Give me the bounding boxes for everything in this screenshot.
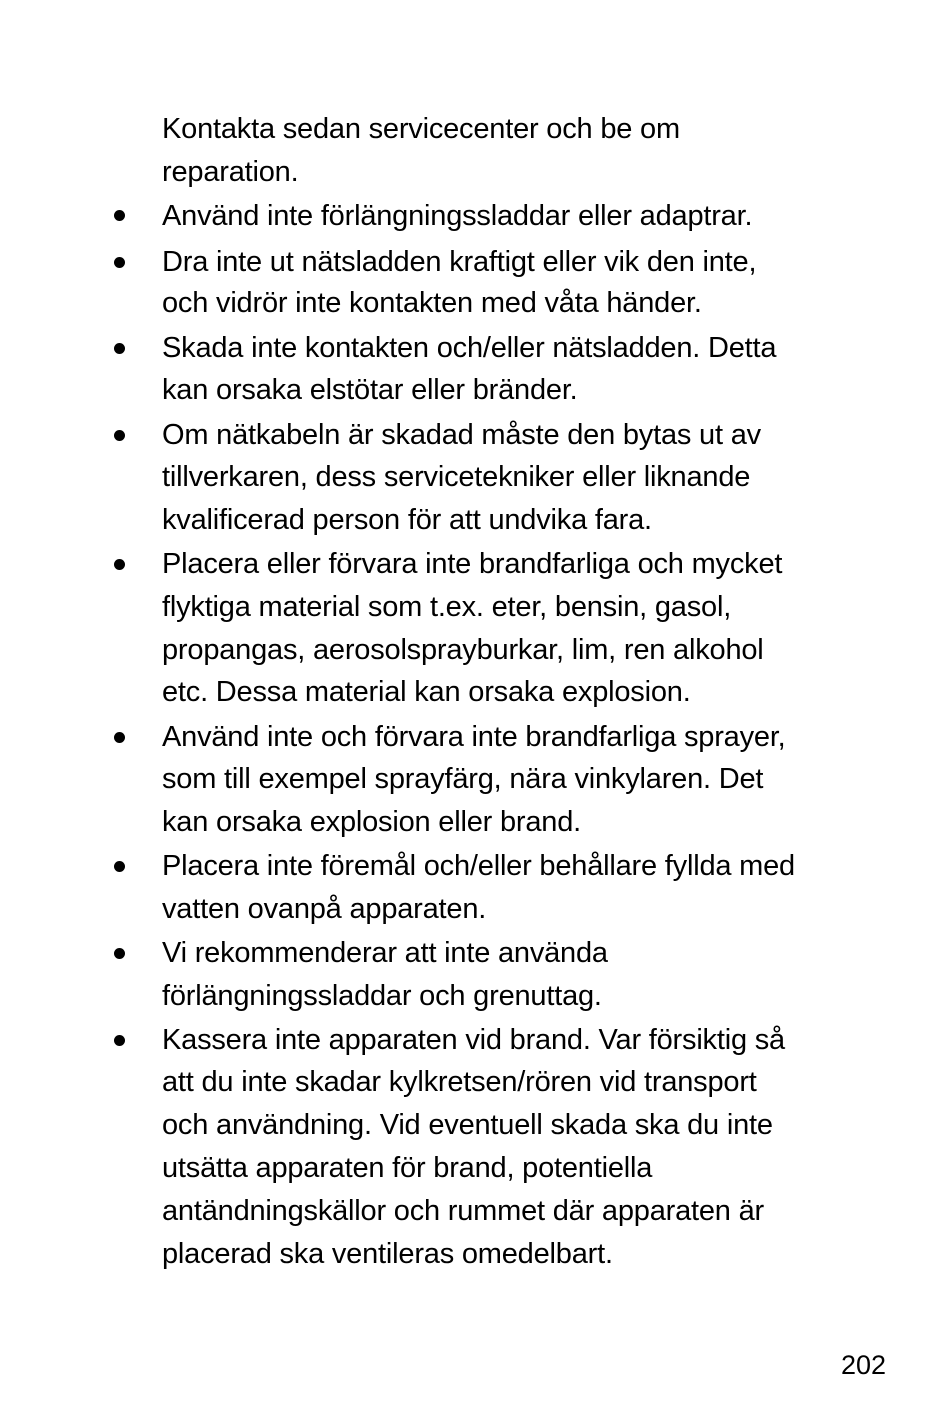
bullet-line: tillverkaren, dess servicetekniker eller liknande [162, 461, 751, 493]
bullet-line: utsätta apparaten för brand, potentiella [162, 1152, 653, 1184]
continuation-line: reparation. [162, 156, 299, 188]
bullet-line: förlängningssladdar och grenuttag. [162, 980, 602, 1012]
bullet-line: och användning. Vid eventuell skada ska du inte [162, 1109, 773, 1141]
bullet-icon [114, 343, 125, 354]
bullet-icon [114, 732, 125, 743]
bullet-line: att du inte skadar kylkretsen/rören vid transport [162, 1066, 757, 1098]
continuation-line: Kontakta sedan servicecenter och be om [162, 113, 680, 145]
bullet-line: Vi rekommenderar att inte använda [162, 937, 608, 969]
bullet-line: kvalificerad person för att undvika fara. [162, 504, 652, 536]
bullet-line: flyktiga material som t.ex. eter, bensin, gasol, [162, 591, 732, 623]
bullet-line: Placera eller förvara inte brandfarliga och mycket [162, 548, 783, 580]
bullet-line: placerad ska ventileras omedelbart. [162, 1238, 613, 1270]
bullet-line: Kassera inte apparaten vid brand. Var försiktig så [162, 1024, 785, 1056]
bullet-line: kan orsaka explosion eller brand. [162, 806, 581, 838]
bullet-line: antändningskällor och rummet där apparaten är [162, 1195, 764, 1227]
bullet-line: Om nätkabeln är skadad måste den bytas ut av [162, 419, 761, 451]
bullet-line: Placera inte föremål och/eller behållare fyllda med [162, 850, 795, 882]
bullet-line: Använd inte och förvara inte brandfarliga sprayer, [162, 721, 786, 753]
bullet-line: Använd inte förlängningssladdar eller adaptrar. [162, 200, 753, 232]
bullet-icon [114, 210, 125, 221]
bullet-line: som till exempel sprayfärg, nära vinkylaren. Det [162, 763, 764, 795]
bullet-icon [114, 1035, 125, 1046]
bullet-line: Dra inte ut nätsladden kraftigt eller vik den inte, [162, 246, 757, 278]
bullet-line: propangas, aerosolsprayburkar, lim, ren alkohol [162, 634, 764, 666]
bullet-icon [114, 430, 125, 441]
bullet-icon [114, 861, 125, 872]
bullet-icon [114, 257, 125, 268]
bullet-icon [114, 948, 125, 959]
bullet-icon [114, 559, 125, 570]
bullet-line: vatten ovanpå apparaten. [162, 893, 487, 925]
bullet-line: kan orsaka elstötar eller bränder. [162, 374, 578, 406]
bullet-line: etc. Dessa material kan orsaka explosion. [162, 676, 691, 708]
bullet-line: och vidrör inte kontakten med våta händer. [162, 287, 702, 319]
bullet-line: Skada inte kontakten och/eller nätsladden. Detta [162, 332, 777, 364]
page-number: 202 [840, 1350, 886, 1380]
